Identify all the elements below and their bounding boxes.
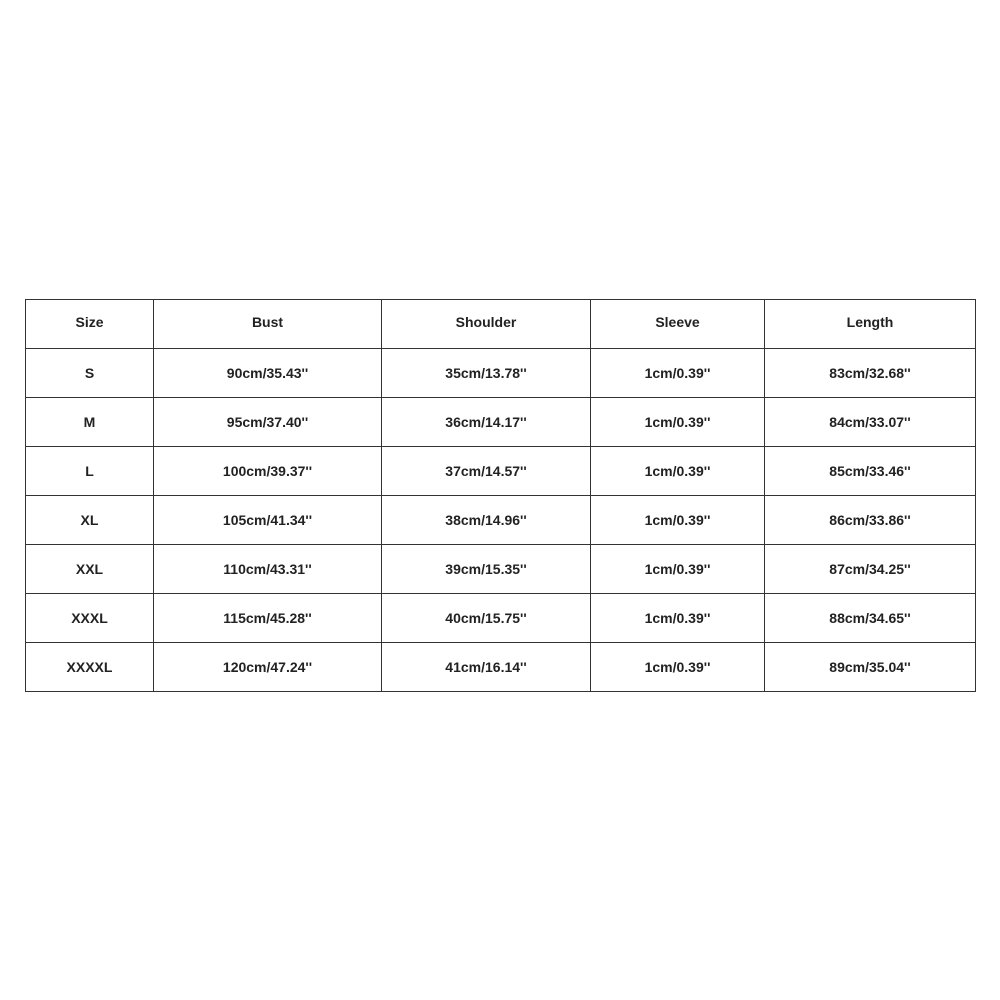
cell-length: 84cm/33.07''	[765, 398, 976, 447]
table-row	[26, 496, 976, 545]
cell-size: XXL	[26, 545, 154, 594]
table-row	[26, 398, 976, 447]
cell-bust: 95cm/37.40''	[154, 398, 382, 447]
cell-shoulder: 36cm/14.17''	[382, 398, 591, 447]
cell-length: 86cm/33.86''	[765, 496, 976, 545]
cell-length: 87cm/34.25''	[765, 545, 976, 594]
table-header-row	[26, 300, 976, 349]
table-row	[26, 349, 976, 398]
cell-shoulder: 35cm/13.78''	[382, 349, 591, 398]
cell-length: 89cm/35.04''	[765, 643, 976, 692]
cell-size: M	[26, 398, 154, 447]
header-size: Size	[26, 300, 154, 349]
cell-shoulder: 37cm/14.57''	[382, 447, 591, 496]
cell-size: S	[26, 349, 154, 398]
cell-bust: 120cm/47.24''	[154, 643, 382, 692]
size-chart-table	[25, 299, 976, 692]
cell-length: 83cm/32.68''	[765, 349, 976, 398]
cell-shoulder: 41cm/16.14''	[382, 643, 591, 692]
cell-bust: 115cm/45.28''	[154, 594, 382, 643]
cell-shoulder: 38cm/14.96''	[382, 496, 591, 545]
cell-size: XXXXL	[26, 643, 154, 692]
cell-sleeve: 1cm/0.39''	[591, 398, 765, 447]
header-length: Length	[765, 300, 976, 349]
header-shoulder: Shoulder	[382, 300, 591, 349]
header-bust: Bust	[154, 300, 382, 349]
cell-bust: 110cm/43.31''	[154, 545, 382, 594]
cell-sleeve: 1cm/0.39''	[591, 447, 765, 496]
cell-length: 88cm/34.65''	[765, 594, 976, 643]
cell-sleeve: 1cm/0.39''	[591, 594, 765, 643]
cell-sleeve: 1cm/0.39''	[591, 349, 765, 398]
cell-shoulder: 39cm/15.35''	[382, 545, 591, 594]
cell-sleeve: 1cm/0.39''	[591, 545, 765, 594]
cell-bust: 105cm/41.34''	[154, 496, 382, 545]
table-row	[26, 643, 976, 692]
cell-size: L	[26, 447, 154, 496]
cell-size: XL	[26, 496, 154, 545]
table-row	[26, 447, 976, 496]
cell-shoulder: 40cm/15.75''	[382, 594, 591, 643]
cell-size: XXXL	[26, 594, 154, 643]
cell-sleeve: 1cm/0.39''	[591, 643, 765, 692]
cell-sleeve: 1cm/0.39''	[591, 496, 765, 545]
cell-bust: 100cm/39.37''	[154, 447, 382, 496]
cell-length: 85cm/33.46''	[765, 447, 976, 496]
table-row	[26, 545, 976, 594]
cell-bust: 90cm/35.43''	[154, 349, 382, 398]
table-row	[26, 594, 976, 643]
header-sleeve: Sleeve	[591, 300, 765, 349]
